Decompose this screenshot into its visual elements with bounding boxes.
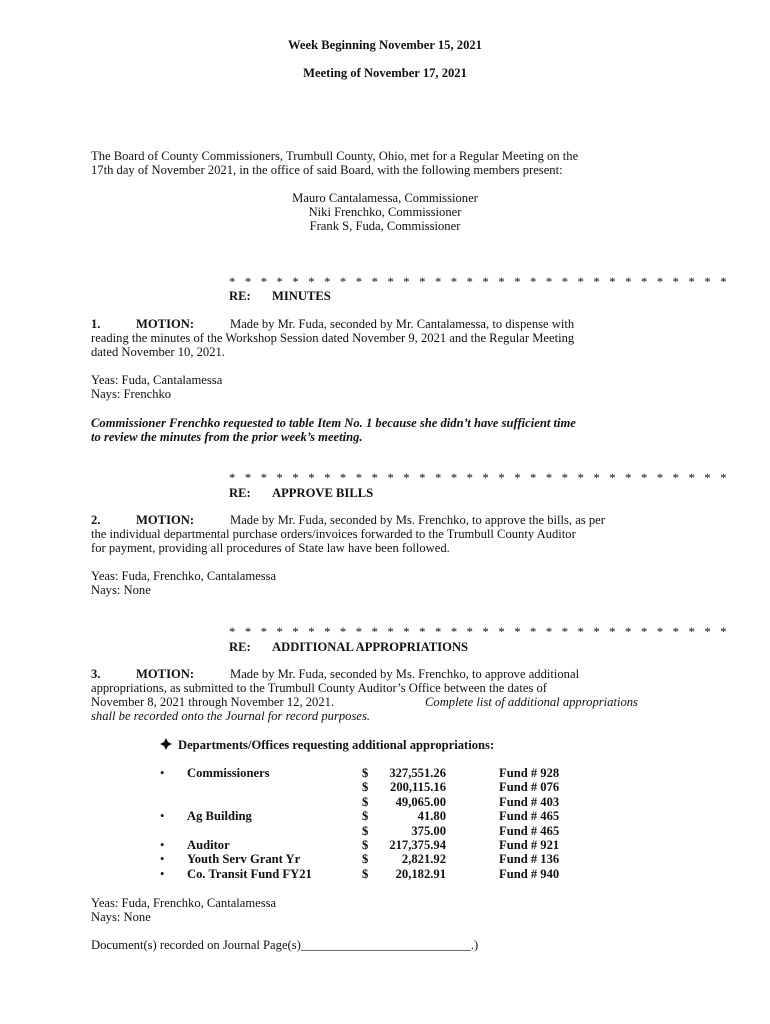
member-3: Frank S, Fuda, Commissioner	[309, 219, 461, 233]
dept-name: Youth Serv Grant Yr	[187, 852, 301, 866]
fund-number: Fund # 940	[499, 867, 560, 881]
italic-note: Complete list of additional appropriations	[425, 695, 638, 709]
dept-name: Ag Building	[187, 809, 252, 823]
amount: 41.80	[417, 809, 446, 823]
dept-name: Co. Transit Fund FY21	[187, 867, 312, 881]
journal-line: Document(s) recorded on Journal Page(s)___________________________.)	[91, 938, 479, 952]
separator: * * * * * * * * * * * * * * * * * * * * * * * * * * * * * * * *	[229, 625, 730, 639]
fund-number: Fund # 076	[499, 780, 560, 794]
dollar-sign: $	[362, 852, 369, 866]
fund-number: Fund # 403	[499, 795, 560, 809]
dept-heading-text: Departments/Offices requesting additional appropriations:	[178, 738, 495, 752]
bullet: •	[160, 867, 165, 881]
amount: 200,115.16	[390, 780, 446, 794]
dollar-sign: $	[362, 795, 369, 809]
nays-line: Nays: None	[91, 583, 151, 597]
dept-name: Auditor	[187, 838, 230, 852]
motion-number: 3.	[91, 667, 101, 681]
bullet: •	[160, 809, 165, 823]
amount: 375.00	[411, 824, 446, 838]
member-1: Mauro Cantalamessa, Commissioner	[292, 191, 478, 205]
dollar-sign: $	[362, 824, 369, 838]
section-title-additional-appropriations: ADDITIONAL APPROPRIATIONS	[272, 640, 469, 654]
motion-text-line: November 8, 2021 through November 12, 2021.	[91, 695, 335, 709]
motion-text-line: dated November 10, 2021.	[91, 345, 225, 359]
dollar-sign: $	[362, 867, 369, 881]
fund-number: Fund # 136	[499, 852, 560, 866]
motion-label: MOTION:	[136, 667, 195, 681]
fund-number: Fund # 928	[499, 766, 560, 780]
intro-line-2: 17th day of November 2021, in the office of said Board, with the following members present:	[91, 163, 563, 177]
yeas-line: Yeas: Fuda, Frenchko, Cantalamessa	[91, 896, 277, 910]
week-heading: Week Beginning November 15, 2021	[288, 38, 482, 52]
separator: * * * * * * * * * * * * * * * * * * * * * * * * * * * * * * * *	[229, 471, 730, 485]
dept-name: Commissioners	[187, 766, 270, 780]
bullet: •	[160, 766, 165, 780]
amount: 49,065.00	[395, 795, 446, 809]
fund-number: Fund # 465	[499, 824, 560, 838]
member-2: Niki Frenchko, Commissioner	[308, 205, 462, 219]
motion-number: 1.	[91, 317, 101, 331]
amount: 2,821.92	[401, 852, 446, 866]
motion-label: MOTION:	[136, 317, 195, 331]
dollar-sign: $	[362, 809, 369, 823]
amount: 327,551.26	[389, 766, 446, 780]
yeas-line: Yeas: Fuda, Frenchko, Cantalamessa	[91, 569, 277, 583]
yeas-line: Yeas: Fuda, Cantalamessa	[91, 373, 223, 387]
bullet: •	[160, 838, 165, 852]
amount: 20,182.91	[395, 867, 446, 881]
motion-number: 2.	[91, 513, 101, 527]
motion-text-line: for payment, providing all procedures of State law have been followed.	[91, 541, 450, 555]
motion-text-line: appropriations, as submitted to the Trumbull County Auditor’s Office between the dates of	[91, 681, 547, 695]
re-label: RE:	[229, 486, 251, 500]
motion-text-line: the individual departmental purchase orders/invoices forwarded to the Trumbull County Auditor	[91, 527, 576, 541]
fund-number: Fund # 921	[499, 838, 560, 852]
bullet: •	[160, 852, 165, 866]
amount: 217,375.94	[389, 838, 446, 852]
meeting-heading: Meeting of November 17, 2021	[303, 66, 467, 80]
motion-text-line: Made by Mr. Fuda, seconded by Ms. Frenchko, to approve the bills, as per	[230, 513, 605, 527]
section-title-approve-bills: APPROVE BILLS	[272, 486, 374, 500]
motion-label: MOTION:	[136, 513, 195, 527]
re-label: RE:	[229, 289, 251, 303]
re-label: RE:	[229, 640, 251, 654]
section-title-minutes: MINUTES	[272, 289, 331, 303]
dollar-sign: $	[362, 780, 369, 794]
separator: * * * * * * * * * * * * * * * * * * * * * * * * * * * * * * * *	[229, 275, 730, 289]
dollar-sign: $	[362, 838, 369, 852]
motion-text-line: Made by Mr. Fuda, seconded by Ms. Frenchko, to approve additional	[230, 667, 580, 681]
italic-note: shall be recorded onto the Journal for record purposes.	[91, 709, 371, 723]
table-note-line: to review the minutes from the prior week’s meeting.	[91, 430, 363, 444]
dollar-sign: $	[362, 766, 369, 780]
intro-line-1: The Board of County Commissioners, Trumbull County, Ohio, met for a Regular Meeting on the	[91, 149, 579, 163]
diamond-bullet-icon	[160, 738, 172, 750]
motion-text-line: reading the minutes of the Workshop Session dated November 9, 2021 and the Regular Meeting	[91, 331, 575, 345]
nays-line: Nays: None	[91, 910, 151, 924]
fund-number: Fund # 465	[499, 809, 560, 823]
motion-text-line: Made by Mr. Fuda, seconded by Mr. Cantalamessa, to dispense with	[230, 317, 575, 331]
dept-heading	[160, 738, 494, 753]
nays-line: Nays: Frenchko	[91, 387, 172, 401]
table-note-line: Commissioner Frenchko requested to table Item No. 1 because she didn’t have sufficient time	[91, 416, 576, 430]
